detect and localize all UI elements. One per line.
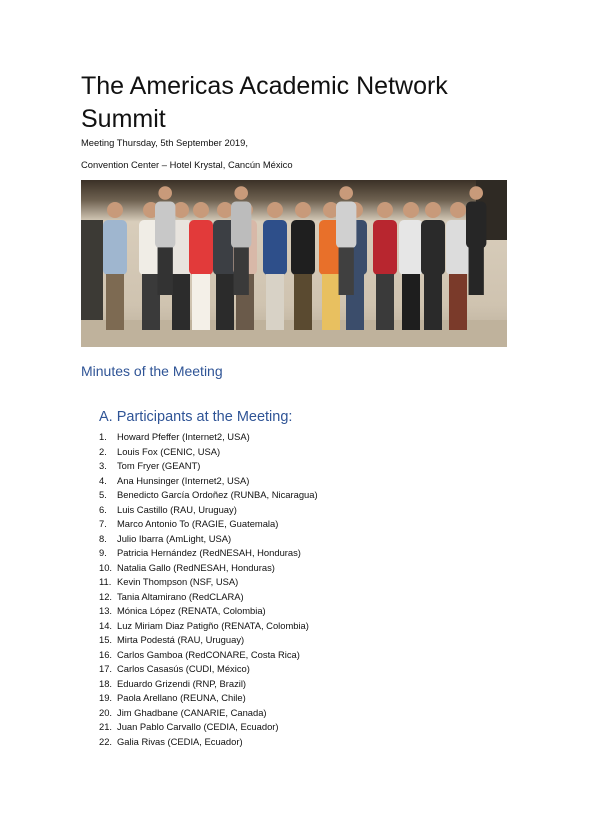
participant-item: [99, 648, 318, 663]
participant-name: Louis Fox (CENIC, USA): [117, 445, 221, 457]
participant-item: [99, 633, 318, 648]
person-torso: [263, 220, 287, 275]
person-head: [339, 186, 353, 200]
participant-item: [99, 517, 318, 532]
person-legs: [266, 274, 284, 330]
person-legs: [216, 274, 234, 330]
person-legs: [424, 274, 442, 330]
participant-number: 19.: [99, 692, 113, 703]
participant-item: [99, 459, 318, 474]
participant-number: 18.: [99, 677, 113, 689]
participant-number: 5.: [99, 489, 107, 500]
participant-name: Howard Pfeffer (Internet2, USA): [117, 431, 250, 442]
participant-number: 13.: [99, 605, 113, 616]
participant-number: 22.: [99, 735, 113, 747]
person-legs: [294, 274, 312, 330]
minutes-heading: Minutes of the Meeting: [81, 363, 223, 379]
participant-name: Ana Hunsinger (Internet2, USA): [117, 474, 250, 486]
participant-item: [99, 488, 318, 503]
participant-name: Mirta Podestá (RAU, Uruguay): [117, 634, 245, 645]
participants-list: [99, 430, 318, 749]
person-legs: [234, 247, 249, 295]
participant-name: Eduardo Grizendi (RNP, Brazil): [117, 677, 247, 689]
meeting-date: Meeting Thursday, 5th September 2019,: [81, 137, 248, 148]
participant-item: [99, 590, 318, 605]
participant-name: Carlos Casasús (CUDI, México): [117, 663, 250, 674]
person-head: [234, 186, 248, 200]
participant-item: [99, 445, 318, 460]
participant-item: [99, 430, 318, 445]
person-legs: [402, 274, 420, 330]
person-torso: [291, 220, 315, 275]
participant-number: 10.: [99, 561, 113, 573]
person-head: [450, 202, 466, 218]
participant-item: [99, 706, 318, 721]
person-head: [425, 202, 441, 218]
person-legs: [106, 274, 124, 330]
participant-number: 17.: [99, 663, 113, 674]
person-head: [295, 202, 311, 218]
participant-name: Tom Fryer (GEANT): [117, 460, 201, 471]
person-legs: [172, 274, 190, 330]
participant-name: Carlos Gamboa (RedCONARE, Costa Rica): [117, 648, 300, 660]
person-torso: [231, 202, 251, 249]
participant-name: Natalia Gallo (RedNESAH, Honduras): [117, 561, 275, 573]
person-torso: [421, 220, 445, 275]
person-legs: [339, 247, 354, 295]
participant-name: Paola Arellano (REUNA, Chile): [117, 692, 246, 703]
person-torso: [466, 202, 486, 249]
person-head: [267, 202, 283, 218]
participant-item: [99, 561, 318, 576]
participant-item: [99, 604, 318, 619]
group-photo-image: [81, 180, 507, 347]
participant-number: 4.: [99, 474, 107, 486]
participant-number: 7.: [99, 518, 107, 529]
person-legs: [376, 274, 394, 330]
participant-number: 2.: [99, 445, 107, 457]
person-torso: [103, 220, 127, 275]
participant-number: 20.: [99, 706, 113, 718]
person-legs: [142, 274, 160, 330]
person-head: [193, 202, 209, 218]
participant-number: 15.: [99, 634, 113, 645]
person-legs: [469, 247, 484, 295]
person-torso: [155, 202, 175, 249]
person-torso: [399, 220, 423, 275]
person-head: [403, 202, 419, 218]
participant-item: [99, 546, 318, 561]
participant-item: [99, 532, 318, 547]
participant-name: Mónica López (RENATA, Colombia): [117, 605, 266, 616]
participant-name: Marco Antonio To (RAGIE, Guatemala): [117, 518, 279, 529]
person-head: [217, 202, 233, 218]
person-torso: [189, 220, 213, 275]
person-legs: [192, 274, 210, 330]
participant-item: [99, 662, 318, 677]
person-torso: [373, 220, 397, 275]
participant-number: 3.: [99, 460, 107, 471]
participant-item: [99, 503, 318, 518]
participant-name: Julio Ibarra (AmLight, USA): [117, 532, 232, 544]
participant-name: Tania Altamirano (RedCLARA): [117, 590, 244, 602]
participant-number: 21.: [99, 721, 113, 732]
participant-item: [99, 575, 318, 590]
person-torso: [336, 202, 356, 249]
participant-name: Galia Rivas (CEDIA, Ecuador): [117, 735, 243, 747]
participant-name: Juan Pablo Carvallo (CEDIA, Ecuador): [117, 721, 279, 732]
person-head: [469, 186, 483, 200]
participant-name: Jim Ghadbane (CANARIE, Canada): [117, 706, 267, 718]
document-title: The Americas Academic Network Summit: [81, 72, 448, 133]
participant-name: Kevin Thompson (NSF, USA): [117, 576, 239, 587]
person-head: [107, 202, 123, 218]
person-legs: [322, 274, 340, 330]
participant-item: [99, 677, 318, 692]
person-head: [158, 186, 172, 200]
person-legs: [449, 274, 467, 330]
group-photo: [81, 180, 507, 347]
participant-name: Patricia Hernández (RedNESAH, Honduras): [117, 547, 301, 558]
participant-item: [99, 474, 318, 489]
participant-item: [99, 720, 318, 735]
participant-number: 14.: [99, 619, 113, 631]
meeting-venue: Convention Center – Hotel Krystal, Cancún México: [81, 159, 293, 170]
person-head: [377, 202, 393, 218]
participant-name: Benedicto García Ordoñez (RUNBA, Nicaragua): [117, 489, 318, 500]
participant-name: Luis Castillo (RAU, Uruguay): [117, 503, 237, 515]
participant-number: 11.: [99, 576, 112, 587]
participant-item: [99, 619, 318, 634]
participants-heading: A. Participants at the Meeting:: [99, 409, 293, 425]
participant-number: 8.: [99, 532, 107, 544]
participant-item: [99, 691, 318, 706]
participant-name: Luz Miriam Diaz Patigño (RENATA, Colombia): [117, 619, 309, 631]
participant-number: 1.: [99, 431, 107, 442]
participant-number: 9.: [99, 547, 107, 558]
participant-number: 16.: [99, 648, 113, 660]
participant-number: 6.: [99, 503, 107, 515]
participant-item: [99, 735, 318, 750]
participant-number: 12.: [99, 590, 113, 602]
person-legs: [158, 247, 173, 295]
